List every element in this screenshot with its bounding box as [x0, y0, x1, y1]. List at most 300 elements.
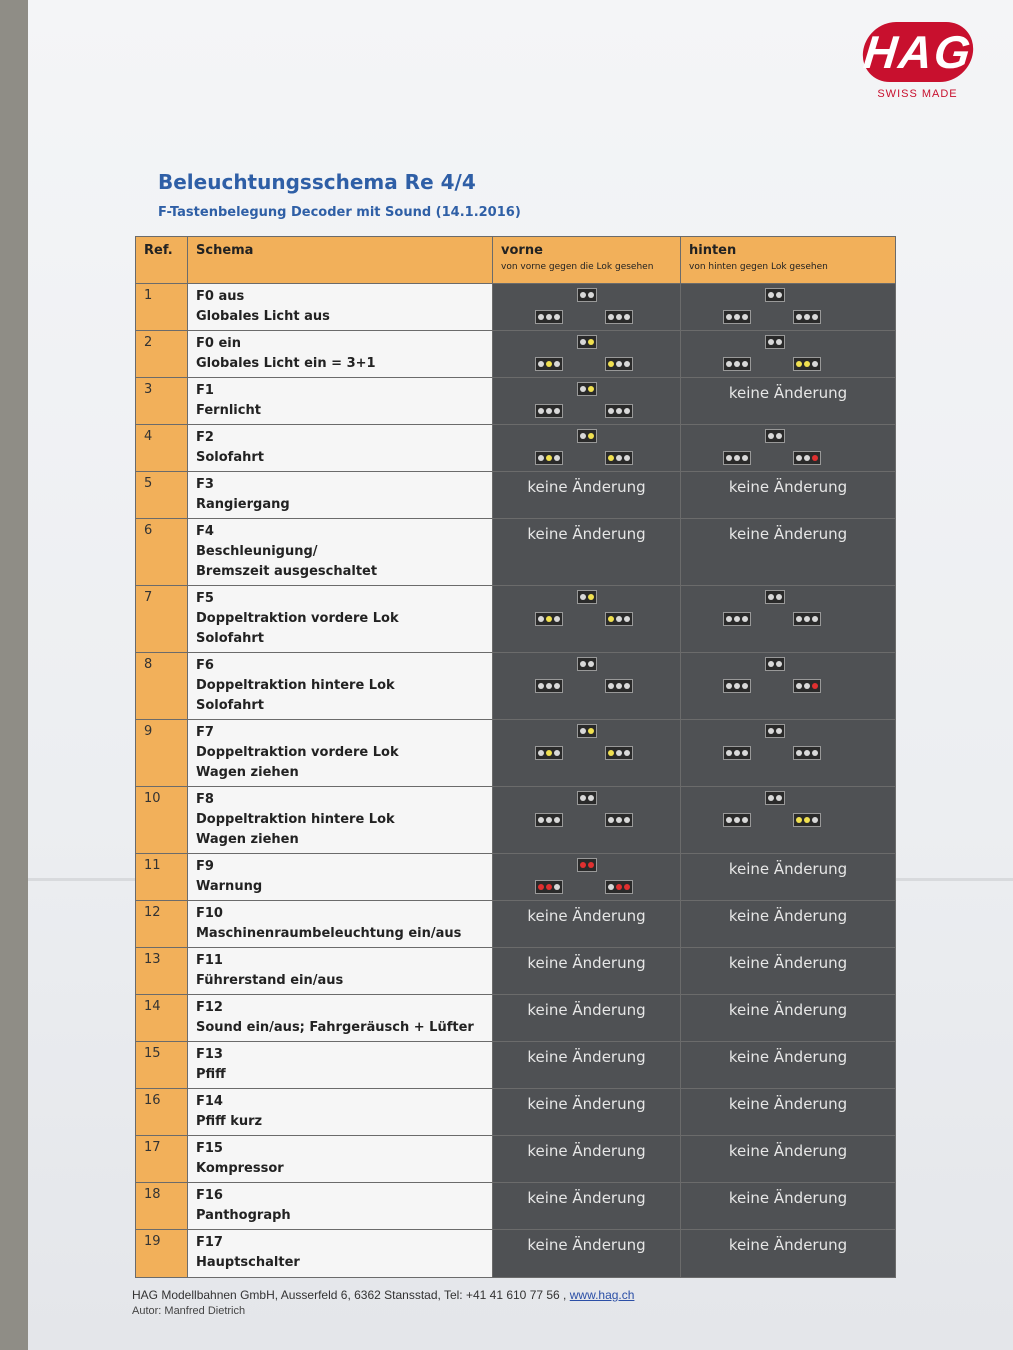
- right-lamps-icon: [793, 746, 821, 760]
- right-lamps-icon: [793, 310, 821, 324]
- lamp-icon: [726, 616, 732, 622]
- lamp-icon: [546, 616, 552, 622]
- lamp-icon: [608, 455, 614, 461]
- lamp-icon: [538, 817, 544, 823]
- lamp-icon: [624, 616, 630, 622]
- lamp-icon: [776, 433, 782, 439]
- lamp-icon: [546, 408, 552, 414]
- lamp-icon: [580, 433, 586, 439]
- hinten-cell: [681, 284, 896, 331]
- top-lamps-icon: [765, 724, 785, 738]
- vorne-cell: keine Änderung: [493, 1230, 681, 1278]
- left-lamps-icon: [723, 310, 751, 324]
- schema-line: F3: [196, 477, 214, 492]
- lamp-icon: [768, 292, 774, 298]
- ref-cell: 1: [136, 284, 188, 331]
- ref-cell: 2: [136, 331, 188, 378]
- ref-cell: 17: [136, 1136, 188, 1183]
- lamp-icon: [734, 455, 740, 461]
- left-lamps-icon: [723, 357, 751, 371]
- lamp-icon: [554, 817, 560, 823]
- ref-cell: 10: [136, 787, 188, 854]
- hinten-cell: [681, 720, 896, 787]
- table-row: [136, 472, 896, 519]
- hinten-cell: keine Änderung: [681, 519, 896, 586]
- schema-line: Globales Licht ein = 3+1: [196, 356, 376, 371]
- vorne-cell: keine Änderung: [493, 1136, 681, 1183]
- table-row: [136, 519, 896, 586]
- schema-cell: [188, 1136, 493, 1183]
- ref-cell: 5: [136, 472, 188, 519]
- lamp-icon: [546, 314, 552, 320]
- schema-line: F16: [196, 1188, 223, 1203]
- header-ref: Ref.: [136, 237, 188, 284]
- lamp-icon: [538, 683, 544, 689]
- lamp-icon: [538, 455, 544, 461]
- vorne-cell: [493, 284, 681, 331]
- ref-cell: 13: [136, 948, 188, 995]
- schema-line: F10: [196, 906, 223, 921]
- schema-line: F2: [196, 430, 214, 445]
- lamp-icon: [588, 795, 594, 801]
- schema-line: F8: [196, 792, 214, 807]
- ref-cell: 12: [136, 901, 188, 948]
- hinten-cell: keine Änderung: [681, 1230, 896, 1278]
- schema-cell: [188, 472, 493, 519]
- right-lamps-icon: [605, 880, 633, 894]
- lamp-icon: [554, 314, 560, 320]
- lamp-icon: [812, 817, 818, 823]
- lamp-icon: [804, 361, 810, 367]
- ref-cell: 4: [136, 425, 188, 472]
- lamp-icon: [554, 750, 560, 756]
- lamp-icon: [580, 862, 586, 868]
- vorne-cell: [493, 854, 681, 901]
- lamp-icon: [742, 455, 748, 461]
- schema-line: Panthograph: [196, 1208, 291, 1223]
- lamp-icon: [796, 683, 802, 689]
- lamp-icon: [812, 616, 818, 622]
- lamp-icon: [776, 594, 782, 600]
- right-lamps-icon: [605, 357, 633, 371]
- lamp-icon: [616, 750, 622, 756]
- lamp-icon: [812, 455, 818, 461]
- schema-line: F14: [196, 1094, 223, 1109]
- vorne-cell: keine Änderung: [493, 901, 681, 948]
- lamp-icon: [796, 361, 802, 367]
- lamp-icon: [616, 616, 622, 622]
- lamp-diagram: [681, 720, 895, 764]
- vorne-cell: [493, 425, 681, 472]
- lamp-icon: [588, 386, 594, 392]
- schema-line: Beschleunigung/: [196, 544, 318, 559]
- lamp-icon: [580, 292, 586, 298]
- footer-address: HAG Modellbahnen GmbH, Ausserfeld 6, 6362 Stansstad, Tel: +41 41 610 77 56 ,: [132, 1288, 567, 1302]
- vorne-cell: [493, 331, 681, 378]
- vorne-cell: keine Änderung: [493, 995, 681, 1042]
- lamp-icon: [554, 361, 560, 367]
- hinten-cell: keine Änderung: [681, 854, 896, 901]
- schema-line: F5: [196, 591, 214, 606]
- hinten-cell: keine Änderung: [681, 1042, 896, 1089]
- lamp-icon: [804, 683, 810, 689]
- logo-mark: HAG: [859, 22, 975, 82]
- right-lamps-icon: [793, 451, 821, 465]
- schema-line: Doppeltraktion vordere Lok: [196, 611, 399, 626]
- table-row: [136, 854, 896, 901]
- table-row: [136, 425, 896, 472]
- lamp-icon: [734, 817, 740, 823]
- lamp-icon: [768, 433, 774, 439]
- schema-cell: [188, 653, 493, 720]
- schema-line: Rangiergang: [196, 497, 290, 512]
- hinten-cell: [681, 653, 896, 720]
- left-lamps-icon: [535, 310, 563, 324]
- lamp-icon: [554, 616, 560, 622]
- top-lamps-icon: [577, 858, 597, 872]
- top-lamps-icon: [577, 335, 597, 349]
- top-lamps-icon: [765, 335, 785, 349]
- schema-line: F13: [196, 1047, 223, 1062]
- lamp-icon: [768, 661, 774, 667]
- right-lamps-icon: [605, 679, 633, 693]
- lamp-icon: [742, 361, 748, 367]
- schema-cell: [188, 854, 493, 901]
- lamp-diagram: [681, 586, 895, 630]
- left-lamps-icon: [723, 451, 751, 465]
- ref-cell: 8: [136, 653, 188, 720]
- schema-line: F0 aus: [196, 289, 245, 304]
- header-schema: Schema: [188, 237, 493, 284]
- lamp-icon: [804, 455, 810, 461]
- lamp-icon: [580, 661, 586, 667]
- ref-cell: 7: [136, 586, 188, 653]
- schema-line: F1: [196, 383, 214, 398]
- schema-line: Führerstand ein/aus: [196, 973, 344, 988]
- lamp-icon: [554, 408, 560, 414]
- lamp-icon: [734, 314, 740, 320]
- vorne-cell: [493, 586, 681, 653]
- table-row: [136, 284, 896, 331]
- ref-cell: 15: [136, 1042, 188, 1089]
- left-lamps-icon: [723, 679, 751, 693]
- lamp-icon: [804, 750, 810, 756]
- lamp-icon: [734, 750, 740, 756]
- lamp-icon: [624, 455, 630, 461]
- lamp-icon: [608, 817, 614, 823]
- hinten-cell: [681, 787, 896, 854]
- ref-cell: 18: [136, 1183, 188, 1230]
- lamp-icon: [580, 594, 586, 600]
- lamp-icon: [538, 884, 544, 890]
- lamp-icon: [588, 728, 594, 734]
- table-row: [136, 586, 896, 653]
- schema-cell: [188, 948, 493, 995]
- vorne-cell: keine Änderung: [493, 948, 681, 995]
- lamp-icon: [538, 750, 544, 756]
- lamp-icon: [742, 683, 748, 689]
- lamp-icon: [546, 361, 552, 367]
- hinten-cell: keine Änderung: [681, 1136, 896, 1183]
- lamp-icon: [608, 683, 614, 689]
- lamp-diagram: [681, 284, 895, 328]
- lamp-icon: [742, 616, 748, 622]
- top-lamps-icon: [765, 429, 785, 443]
- left-lamps-icon: [723, 746, 751, 760]
- lamp-icon: [546, 455, 552, 461]
- lamp-icon: [616, 314, 622, 320]
- schema-line: F9: [196, 859, 214, 874]
- right-lamps-icon: [793, 813, 821, 827]
- lamp-icon: [734, 616, 740, 622]
- top-lamps-icon: [765, 590, 785, 604]
- right-lamps-icon: [605, 746, 633, 760]
- lamp-icon: [616, 408, 622, 414]
- schema-cell: [188, 519, 493, 586]
- schema-line: Pfiff kurz: [196, 1114, 263, 1129]
- ref-cell: 14: [136, 995, 188, 1042]
- right-lamps-icon: [605, 310, 633, 324]
- schema-line: Doppeltraktion hintere Lok: [196, 812, 395, 827]
- left-lamps-icon: [535, 813, 563, 827]
- vorne-cell: keine Änderung: [493, 1089, 681, 1136]
- schema-line: Solofahrt: [196, 450, 264, 465]
- table-row: [136, 1230, 896, 1278]
- left-lamps-icon: [535, 679, 563, 693]
- footer-company: [132, 1288, 634, 1302]
- table-row: [136, 653, 896, 720]
- lamp-icon: [776, 728, 782, 734]
- schema-line: Sound ein/aus; Fahrgeräusch + Lüfter: [196, 1020, 474, 1035]
- ref-cell: 19: [136, 1230, 188, 1278]
- left-lamps-icon: [535, 612, 563, 626]
- lamp-diagram: [493, 653, 680, 697]
- lamp-icon: [804, 314, 810, 320]
- left-lamps-icon: [723, 813, 751, 827]
- schema-cell: [188, 331, 493, 378]
- schema-cell: [188, 901, 493, 948]
- lamp-icon: [608, 361, 614, 367]
- schema-line: F17: [196, 1235, 223, 1250]
- top-lamps-icon: [577, 288, 597, 302]
- lighting-table: [135, 236, 896, 1278]
- vorne-cell: [493, 720, 681, 787]
- schema-line: Hauptschalter: [196, 1255, 300, 1270]
- hinten-cell: keine Änderung: [681, 901, 896, 948]
- lamp-icon: [588, 339, 594, 345]
- lamp-icon: [796, 455, 802, 461]
- schema-line: Wagen ziehen: [196, 832, 299, 847]
- lamp-icon: [588, 661, 594, 667]
- top-lamps-icon: [577, 791, 597, 805]
- left-lamps-icon: [535, 404, 563, 418]
- lamp-icon: [726, 683, 732, 689]
- lamp-diagram: [681, 653, 895, 697]
- lamp-diagram: [493, 854, 680, 898]
- lamp-diagram: [493, 787, 680, 831]
- ref-cell: 16: [136, 1089, 188, 1136]
- schema-line: Solofahrt: [196, 631, 264, 646]
- lamp-icon: [796, 616, 802, 622]
- schema-cell: [188, 720, 493, 787]
- document-title: Beleuchtungsschema Re 4/4: [158, 170, 476, 194]
- schema-line: Fernlicht: [196, 403, 261, 418]
- lamp-diagram: [493, 378, 680, 422]
- hinten-cell: keine Änderung: [681, 378, 896, 425]
- schema-cell: [188, 1089, 493, 1136]
- hag-logo: [860, 22, 975, 100]
- hinten-cell: [681, 331, 896, 378]
- schema-line: Solofahrt: [196, 698, 264, 713]
- lamp-icon: [768, 594, 774, 600]
- lamp-icon: [812, 683, 818, 689]
- hinten-cell: keine Änderung: [681, 1183, 896, 1230]
- top-lamps-icon: [577, 382, 597, 396]
- ref-cell: 3: [136, 378, 188, 425]
- lamp-icon: [580, 728, 586, 734]
- right-lamps-icon: [605, 813, 633, 827]
- lamp-diagram: [493, 720, 680, 764]
- schema-cell: [188, 1230, 493, 1278]
- ref-cell: 6: [136, 519, 188, 586]
- lamp-icon: [588, 433, 594, 439]
- table-row: [136, 720, 896, 787]
- schema-line: F12: [196, 1000, 223, 1015]
- lamp-icon: [742, 817, 748, 823]
- schema-line: Wagen ziehen: [196, 765, 299, 780]
- lamp-diagram: [493, 284, 680, 328]
- left-lamps-icon: [535, 451, 563, 465]
- table-header-row: [136, 237, 896, 284]
- schema-line: Doppeltraktion hintere Lok: [196, 678, 395, 693]
- left-lamps-icon: [535, 880, 563, 894]
- lamp-icon: [580, 386, 586, 392]
- schema-cell: [188, 425, 493, 472]
- schema-line: F15: [196, 1141, 223, 1156]
- vorne-cell: keine Änderung: [493, 1042, 681, 1089]
- lamp-icon: [608, 750, 614, 756]
- right-lamps-icon: [793, 612, 821, 626]
- lamp-icon: [742, 314, 748, 320]
- hinten-cell: [681, 425, 896, 472]
- lamp-icon: [546, 750, 552, 756]
- lamp-icon: [538, 314, 544, 320]
- right-lamps-icon: [605, 404, 633, 418]
- header-vorne: vorne von vorne gegen die Lok gesehen: [493, 237, 681, 284]
- footer-link[interactable]: www.hag.ch: [569, 1288, 635, 1302]
- top-lamps-icon: [765, 791, 785, 805]
- ref-cell: 11: [136, 854, 188, 901]
- schema-line: Globales Licht aus: [196, 309, 330, 324]
- schema-line: Maschinenraumbeleuchtung ein/aus: [196, 926, 462, 941]
- lamp-icon: [734, 683, 740, 689]
- ref-cell: 9: [136, 720, 188, 787]
- vorne-cell: [493, 787, 681, 854]
- lamp-icon: [580, 339, 586, 345]
- lamp-icon: [776, 795, 782, 801]
- lamp-icon: [812, 314, 818, 320]
- lamp-icon: [608, 884, 614, 890]
- schema-line: Doppeltraktion vordere Lok: [196, 745, 399, 760]
- schema-cell: [188, 378, 493, 425]
- lamp-icon: [796, 817, 802, 823]
- schema-cell: [188, 1183, 493, 1230]
- lamp-icon: [546, 817, 552, 823]
- schema-line: Kompressor: [196, 1161, 284, 1176]
- right-lamps-icon: [605, 612, 633, 626]
- lamp-icon: [624, 884, 630, 890]
- schema-line: F11: [196, 953, 223, 968]
- table-row: [136, 1136, 896, 1183]
- lamp-icon: [734, 361, 740, 367]
- lamp-icon: [616, 683, 622, 689]
- table-row: [136, 331, 896, 378]
- lamp-icon: [616, 884, 622, 890]
- lamp-diagram: [493, 586, 680, 630]
- hinten-cell: keine Änderung: [681, 995, 896, 1042]
- table-row: [136, 995, 896, 1042]
- schema-line: F4: [196, 524, 214, 539]
- schema-line: Warnung: [196, 879, 263, 894]
- document-subtitle: F-Tastenbelegung Decoder mit Sound (14.1.2016): [158, 205, 521, 220]
- vorne-cell: keine Änderung: [493, 519, 681, 586]
- left-lamps-icon: [723, 612, 751, 626]
- table-row: [136, 1042, 896, 1089]
- vorne-cell: keine Änderung: [493, 1183, 681, 1230]
- schema-cell: [188, 586, 493, 653]
- lamp-diagram: [681, 331, 895, 375]
- lamp-icon: [554, 884, 560, 890]
- lamp-icon: [804, 817, 810, 823]
- lamp-diagram: [493, 331, 680, 375]
- table-row: [136, 948, 896, 995]
- schema-line: Pfiff: [196, 1067, 226, 1082]
- schema-cell: [188, 787, 493, 854]
- lamp-icon: [608, 616, 614, 622]
- vorne-cell: [493, 378, 681, 425]
- vorne-cell: keine Änderung: [493, 472, 681, 519]
- lamp-icon: [538, 408, 544, 414]
- lamp-icon: [624, 683, 630, 689]
- logo-tagline: SWISS MADE: [877, 88, 958, 100]
- footer-author: Autor: Manfred Dietrich: [132, 1305, 246, 1317]
- lamp-icon: [588, 292, 594, 298]
- table-row: [136, 901, 896, 948]
- schema-line: F0 ein: [196, 336, 241, 351]
- left-lamps-icon: [535, 357, 563, 371]
- right-lamps-icon: [793, 357, 821, 371]
- lamp-icon: [616, 361, 622, 367]
- schema-cell: [188, 1042, 493, 1089]
- schema-cell: [188, 995, 493, 1042]
- lamp-icon: [608, 314, 614, 320]
- lamp-icon: [580, 795, 586, 801]
- lamp-icon: [616, 455, 622, 461]
- lamp-icon: [538, 361, 544, 367]
- hinten-cell: keine Änderung: [681, 1089, 896, 1136]
- lamp-icon: [768, 795, 774, 801]
- hinten-cell: [681, 586, 896, 653]
- lamp-icon: [608, 408, 614, 414]
- lamp-diagram: [681, 787, 895, 831]
- lighting-table-wrapper: [135, 236, 895, 1278]
- left-lamps-icon: [535, 746, 563, 760]
- lamp-icon: [624, 817, 630, 823]
- lamp-icon: [726, 361, 732, 367]
- lamp-icon: [624, 408, 630, 414]
- table-row: [136, 378, 896, 425]
- lamp-icon: [768, 728, 774, 734]
